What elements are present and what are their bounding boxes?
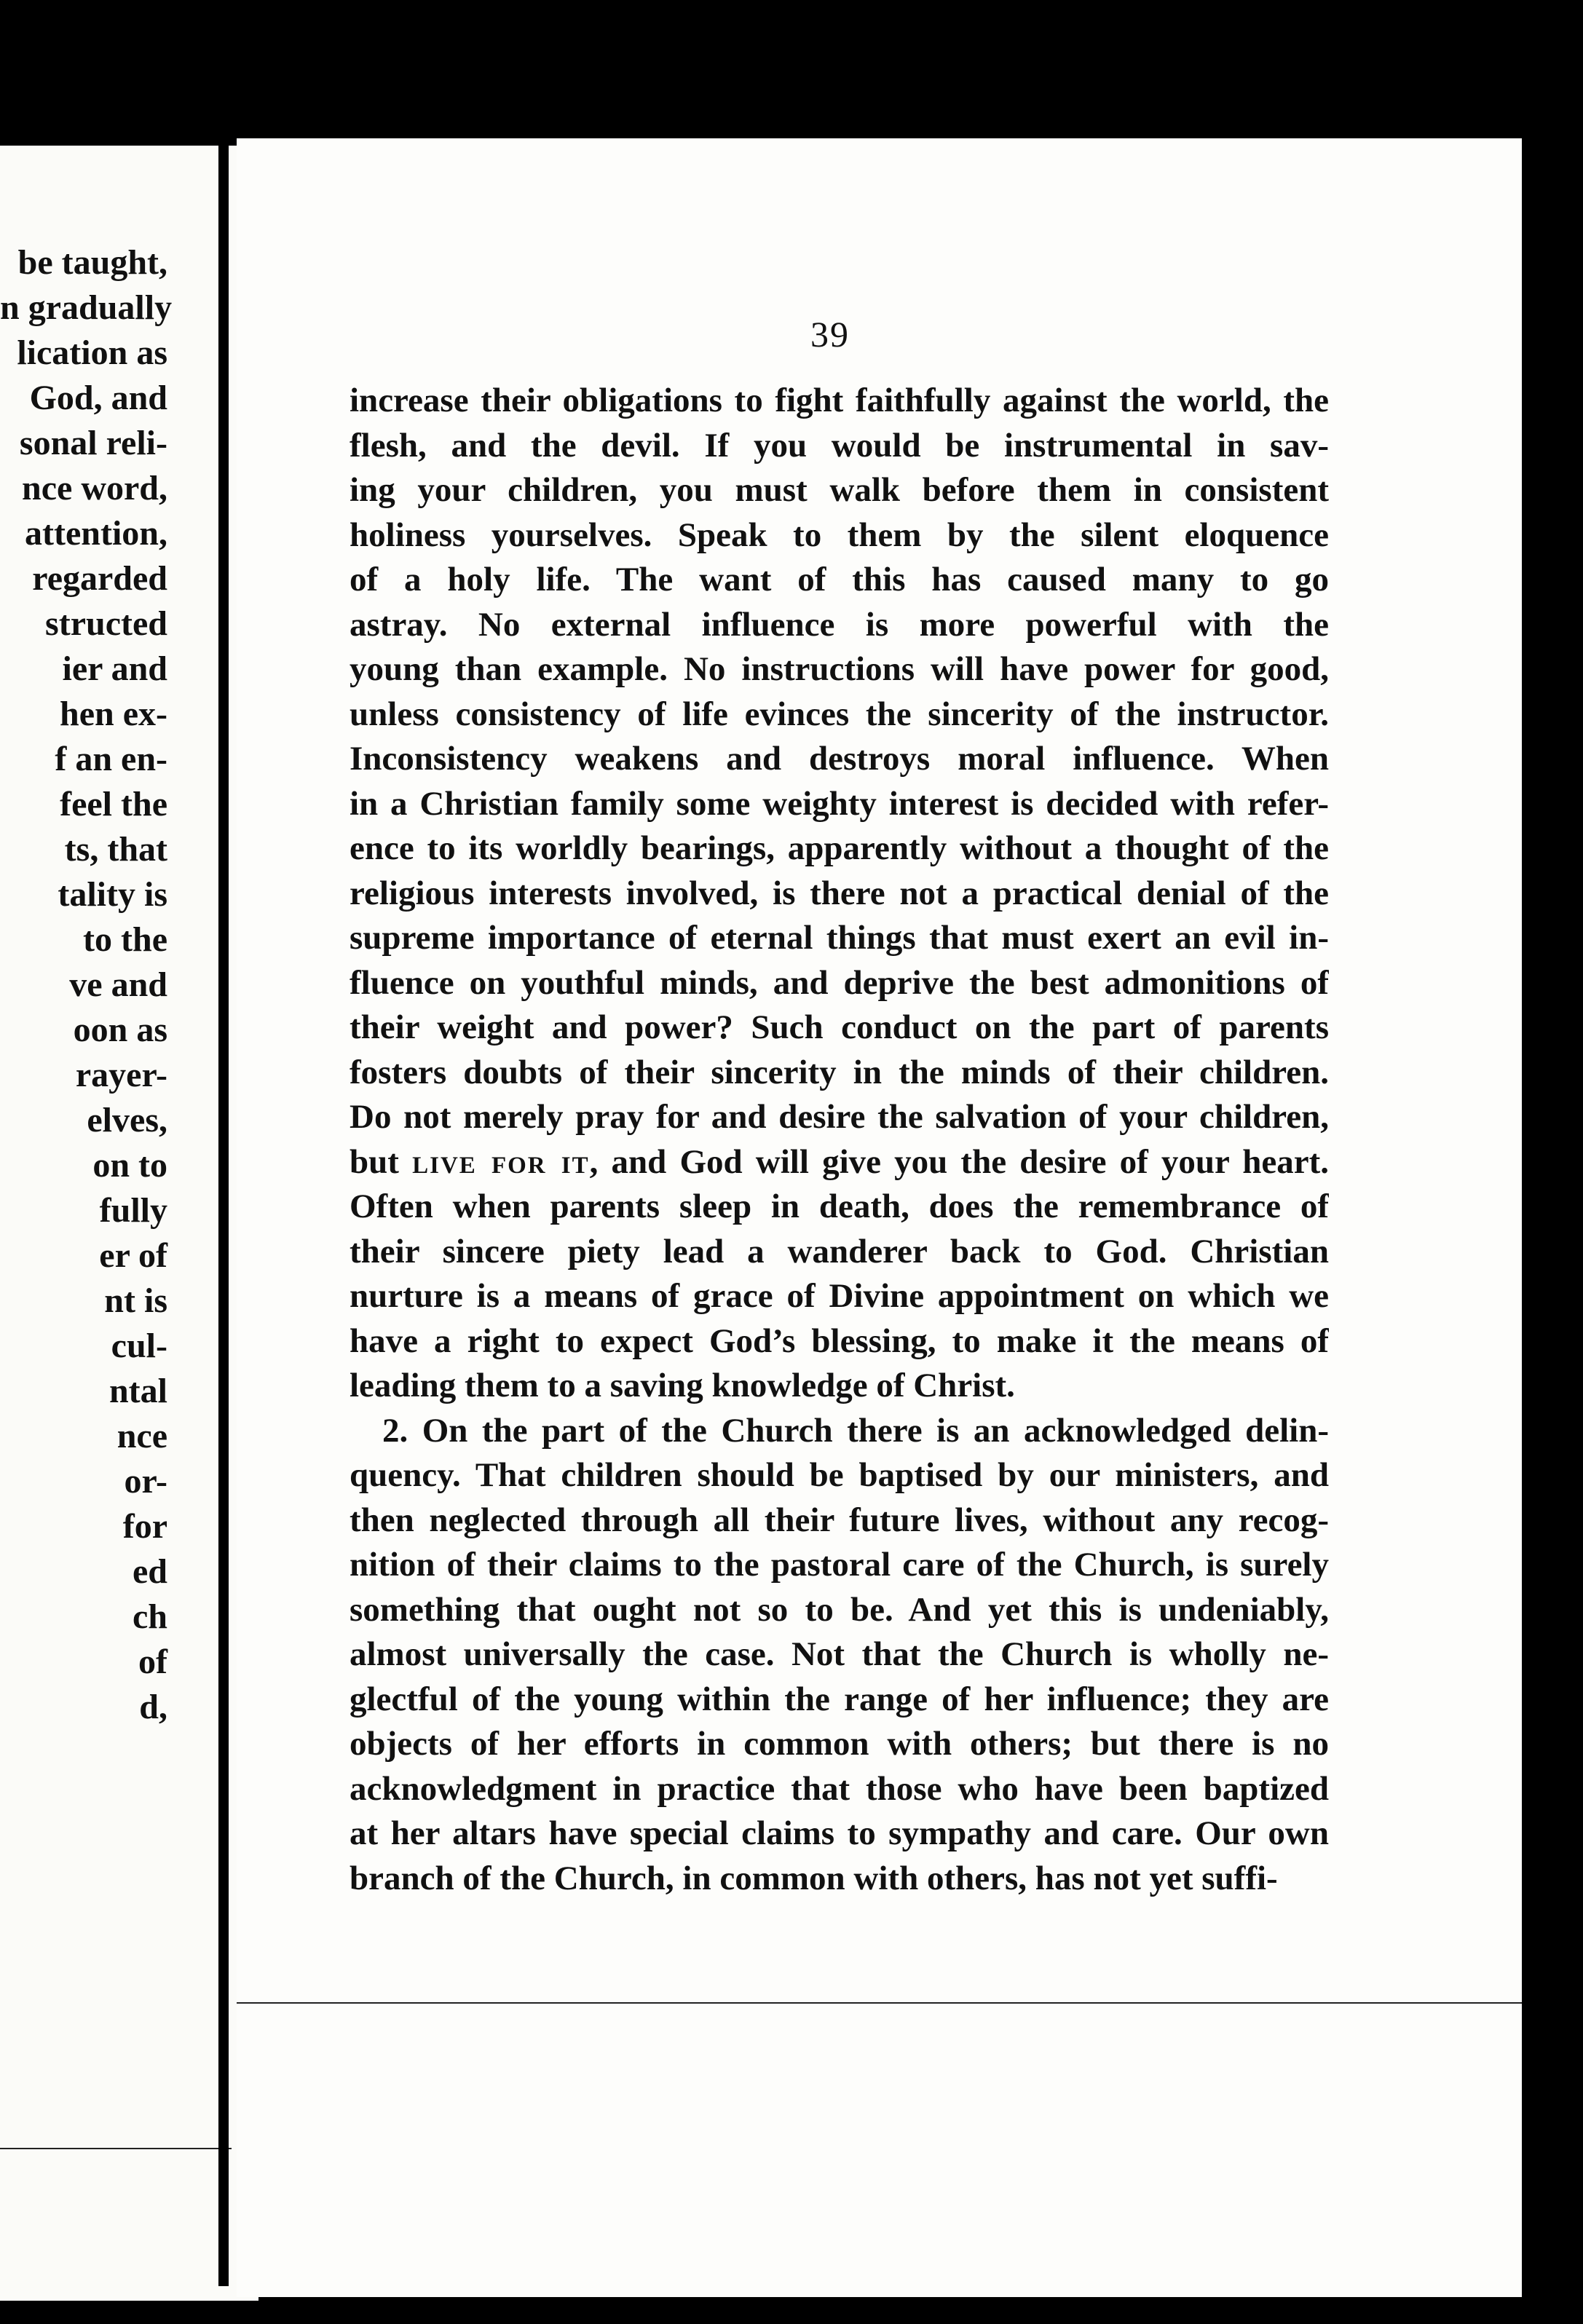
facing-page-line: regarded (32, 559, 167, 598)
page-body (350, 379, 1329, 1901)
text-line: then neglected through all their future lives, without any recog- (350, 1501, 1329, 1539)
text-line: ence to its worldly bearings, apparently without a thought of the (350, 829, 1329, 867)
facing-page-rule (0, 2148, 232, 2149)
text-line: flesh, and the devil. If you would be instrumental in sav- (350, 426, 1329, 465)
page-bottom-rule (237, 2002, 1522, 2004)
facing-page-line: feel the (60, 785, 167, 823)
text-line (350, 1140, 1329, 1185)
facing-page-line: ed (133, 1552, 167, 1591)
text-line: objects of her efforts in common with others; but there is no (350, 1725, 1329, 1763)
text-line: holiness yourselves. Speak to them by the silent eloquence (350, 515, 1329, 554)
facing-page-line: hen ex- (60, 695, 167, 733)
facing-page-line: of (138, 1643, 167, 1681)
facing-page-line: ts, that (64, 830, 167, 869)
facing-page-line: oon as (73, 1011, 167, 1049)
facing-page-line: nce word, (22, 469, 167, 507)
text-line: religious interests involved, is there not a practical denial of the (350, 874, 1329, 912)
text-line: quency. That children should be baptised by our ministers, and (350, 1456, 1329, 1494)
emphasis-small-caps: live for it (412, 1142, 590, 1181)
facing-page-line: be taught, (17, 243, 167, 282)
text-line: in a Christian family some weighty interest is decided with refer- (350, 784, 1329, 823)
facing-page-line: cul- (111, 1327, 167, 1365)
facing-page-line: lication as (17, 333, 167, 372)
text-line: acknowledgment in practice that those who have been baptized (350, 1769, 1329, 1808)
facing-page-line: ve and (69, 965, 167, 1004)
facing-page-line: n gradually (0, 288, 173, 327)
book-page (237, 131, 1522, 2297)
text-line: nition of their claims to the pastoral care of the Church, is surely (350, 1546, 1329, 1584)
facing-page-line: ntal (108, 1372, 167, 1410)
facing-page-line: f an en- (55, 740, 167, 778)
book-gutter (218, 131, 229, 2286)
text-line: Inconsistency weakens and destroys moral influence. When (350, 740, 1329, 778)
text-line: 2. On the part of the Church there is an acknowledged delin- (382, 1411, 1329, 1450)
text-line: of a holy life. The want of this has caused many to go (350, 561, 1329, 598)
facing-page-line: God, and (29, 379, 167, 417)
page-top-edge (237, 131, 1522, 138)
facing-page-line: ier and (62, 649, 167, 688)
text-line: increase their obligations to fight faithfully against the world, the (350, 382, 1329, 419)
facing-page-line: tality is (58, 875, 167, 914)
text-line: fosters doubts of their sincerity in the minds of their children. (350, 1053, 1329, 1091)
text-line: glectful of the young within the range of her influence; they are (350, 1680, 1329, 1718)
text-segment: , and God will give you the desire of your heart. (589, 1142, 1329, 1181)
facing-page-line: elves, (87, 1101, 167, 1139)
text-line: have a right to expect God’s blessing, to make it the means of (350, 1321, 1329, 1360)
text-line: fluence on youthful minds, and deprive the best admonitions of (350, 963, 1329, 1002)
text-line: supreme importance of eternal things that must exert an evil in- (350, 919, 1329, 957)
facing-page-line: er of (99, 1236, 167, 1275)
text-line: branch of the Church, in common with others, has not yet suffi- (350, 1859, 1278, 1897)
text-segment: but (350, 1142, 413, 1181)
facing-page-line: nce (117, 1417, 167, 1455)
facing-page-line: structed (45, 604, 167, 643)
text-line: almost universally the case. Not that the Church is wholly ne- (350, 1635, 1329, 1673)
text-line: their sincere piety lead a wanderer back to God. Christian (350, 1232, 1329, 1270)
scan-border-right (1522, 0, 1583, 2324)
facing-page-line: nt is (104, 1281, 167, 1320)
text-line: leading them to a saving knowledge of Christ. (350, 1367, 1015, 1404)
facing-page-line: fully (99, 1191, 167, 1230)
facing-page-line: or- (124, 1462, 167, 1501)
text-line: ing your children, you must walk before them in consistent (350, 471, 1329, 509)
text-line: at her altars have special claims to sympathy and care. Our own (350, 1814, 1329, 1852)
facing-page-line: attention, (25, 514, 167, 553)
text-line: Do not merely pray for and desire the salvation of your children, (350, 1098, 1329, 1136)
text-line: Often when parents sleep in death, does the remembrance of (350, 1187, 1329, 1225)
text-line: unless consistency of life evinces the sincerity of the instructor. (350, 695, 1329, 733)
page-number: 39 (810, 314, 850, 355)
facing-page-line: rayer- (75, 1056, 167, 1094)
facing-page-line: on to (92, 1146, 167, 1185)
text-line: young than example. No instructions will have power for good, (350, 650, 1329, 688)
facing-page-line: to the (83, 920, 167, 959)
text-line: their weight and power? Such conduct on the part of parents (350, 1008, 1329, 1046)
facing-page-line: sonal reli- (19, 424, 167, 462)
text-line: nurture is a means of grace of Divine appointment on which we (350, 1277, 1329, 1315)
text-line: something that ought not so to be. And yet this is undeniably, (350, 1590, 1329, 1629)
facing-page-line: for (122, 1507, 167, 1546)
facing-page-line: ch (133, 1597, 167, 1636)
facing-page-line: d, (139, 1688, 167, 1726)
text-line: astray. No external influence is more powerful with the (350, 605, 1329, 644)
